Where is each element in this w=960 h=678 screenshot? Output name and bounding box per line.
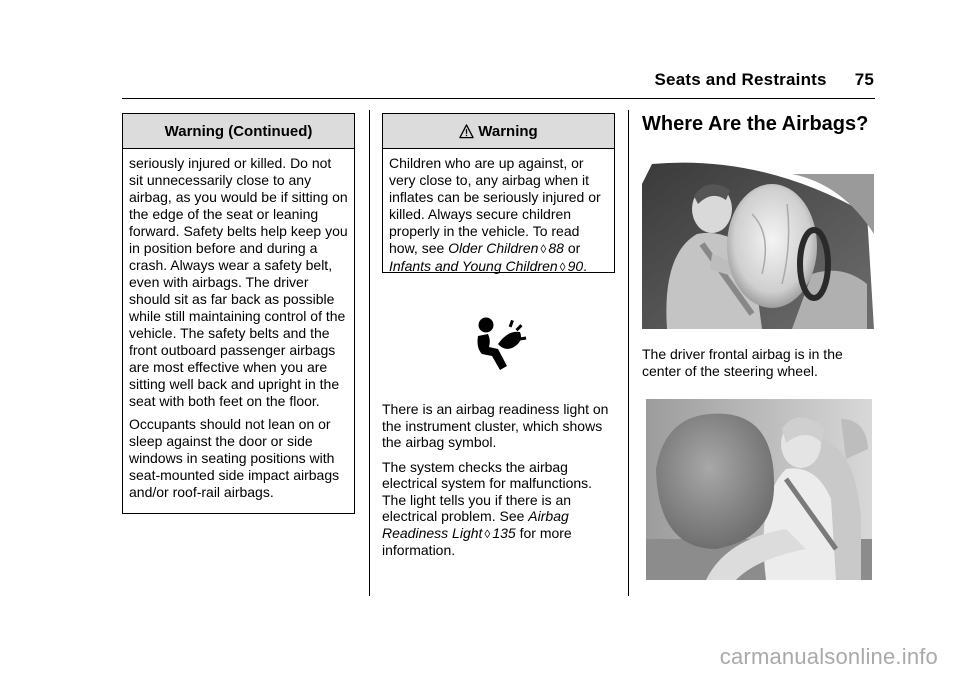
warning-paragraph-2: Occupants should not lean on or sleep against the door or side windows in seating positions with seat-mounted side impact airbags and/or roof-rail airbags. [129,416,340,500]
infants-young-children-label: Infants and Young Children [389,258,558,274]
watermark: carmanualsonline.info [719,644,938,669]
readiness-text-end: for more information. [382,524,572,558]
section-name: Seats and Restraints [654,70,827,89]
side-airbag-image [646,399,872,580]
airbag-readiness-light-page: 135 [492,524,516,541]
driver-airbag-image [642,154,874,329]
driver-airbag-caption-text: The driver frontal airbag is in the center of the steering wheel. [642,346,843,379]
infants-young-children-link[interactable] [389,258,583,274]
warning-body [383,149,614,284]
warning-text-mid: or [563,240,581,256]
page-header [655,70,875,90]
readiness-text-start: The system checks the airbag electrical system for malfunctions. The light tells you if there is an electrical problem. See [382,458,593,524]
warning-paragraph-1: seriously injured or killed. Do not sit unnecessarily close to any airbag, as you would be if sitting on the edge of the seat or leaning forward. Safety belts help keep you in position before and during a crash. Always wear a safety belt, even with airbags. The driver should sit as far back as possible while still maintaining control of the vehicle. The safety belts and the front outboard passenger airbags are most effective when you are sitting well back and upright in the seat with both feet on the floor. [129,155,348,409]
page-ref-icon: ◊ [559,260,566,274]
infants-young-children-page: 90 [567,258,584,274]
warning-title-bar [383,114,614,149]
older-children-page: 88 [548,240,564,256]
column-divider-2 [628,110,629,596]
driver-airbag-caption [642,346,872,387]
page-ref-icon: ◊ [484,526,491,541]
warning-continued-body [123,149,354,509]
older-children-link[interactable] [448,240,564,256]
page-number: 75 [854,70,874,89]
warning-continued-title: Warning (Continued) [123,114,354,149]
readiness-paragraph-1: There is an airbag readiness light on the instrument cluster, which shows the airbag symbol. [382,401,609,450]
driver-airbag-illustration [642,154,874,329]
page-ref-icon: ◊ [540,242,547,256]
section-title: Where Are the Airbags? [642,113,869,135]
warning-triangle-icon [459,124,474,139]
header-rule [122,98,875,99]
readiness-light-text [382,401,612,567]
warning-text [389,155,608,276]
side-airbag-illustration [646,399,872,580]
column-divider-1 [369,110,370,596]
readiness-paragraph-2 [382,459,612,559]
warning-title: Warning [478,122,538,140]
airbag-readiness-light-label: Airbag Readiness Light [382,508,569,541]
warning-box [382,113,615,273]
airbag-readiness-icon [472,316,528,376]
warning-text-end: . [583,258,588,274]
warning-continued-box [122,113,355,514]
warning-text-start: Children who are up against, or very close to, any airbag when it inflates can be seriously injured or killed. Always secure children properly in the vehicle. To read how, see [389,155,601,256]
older-children-label: Older Children [448,240,539,256]
